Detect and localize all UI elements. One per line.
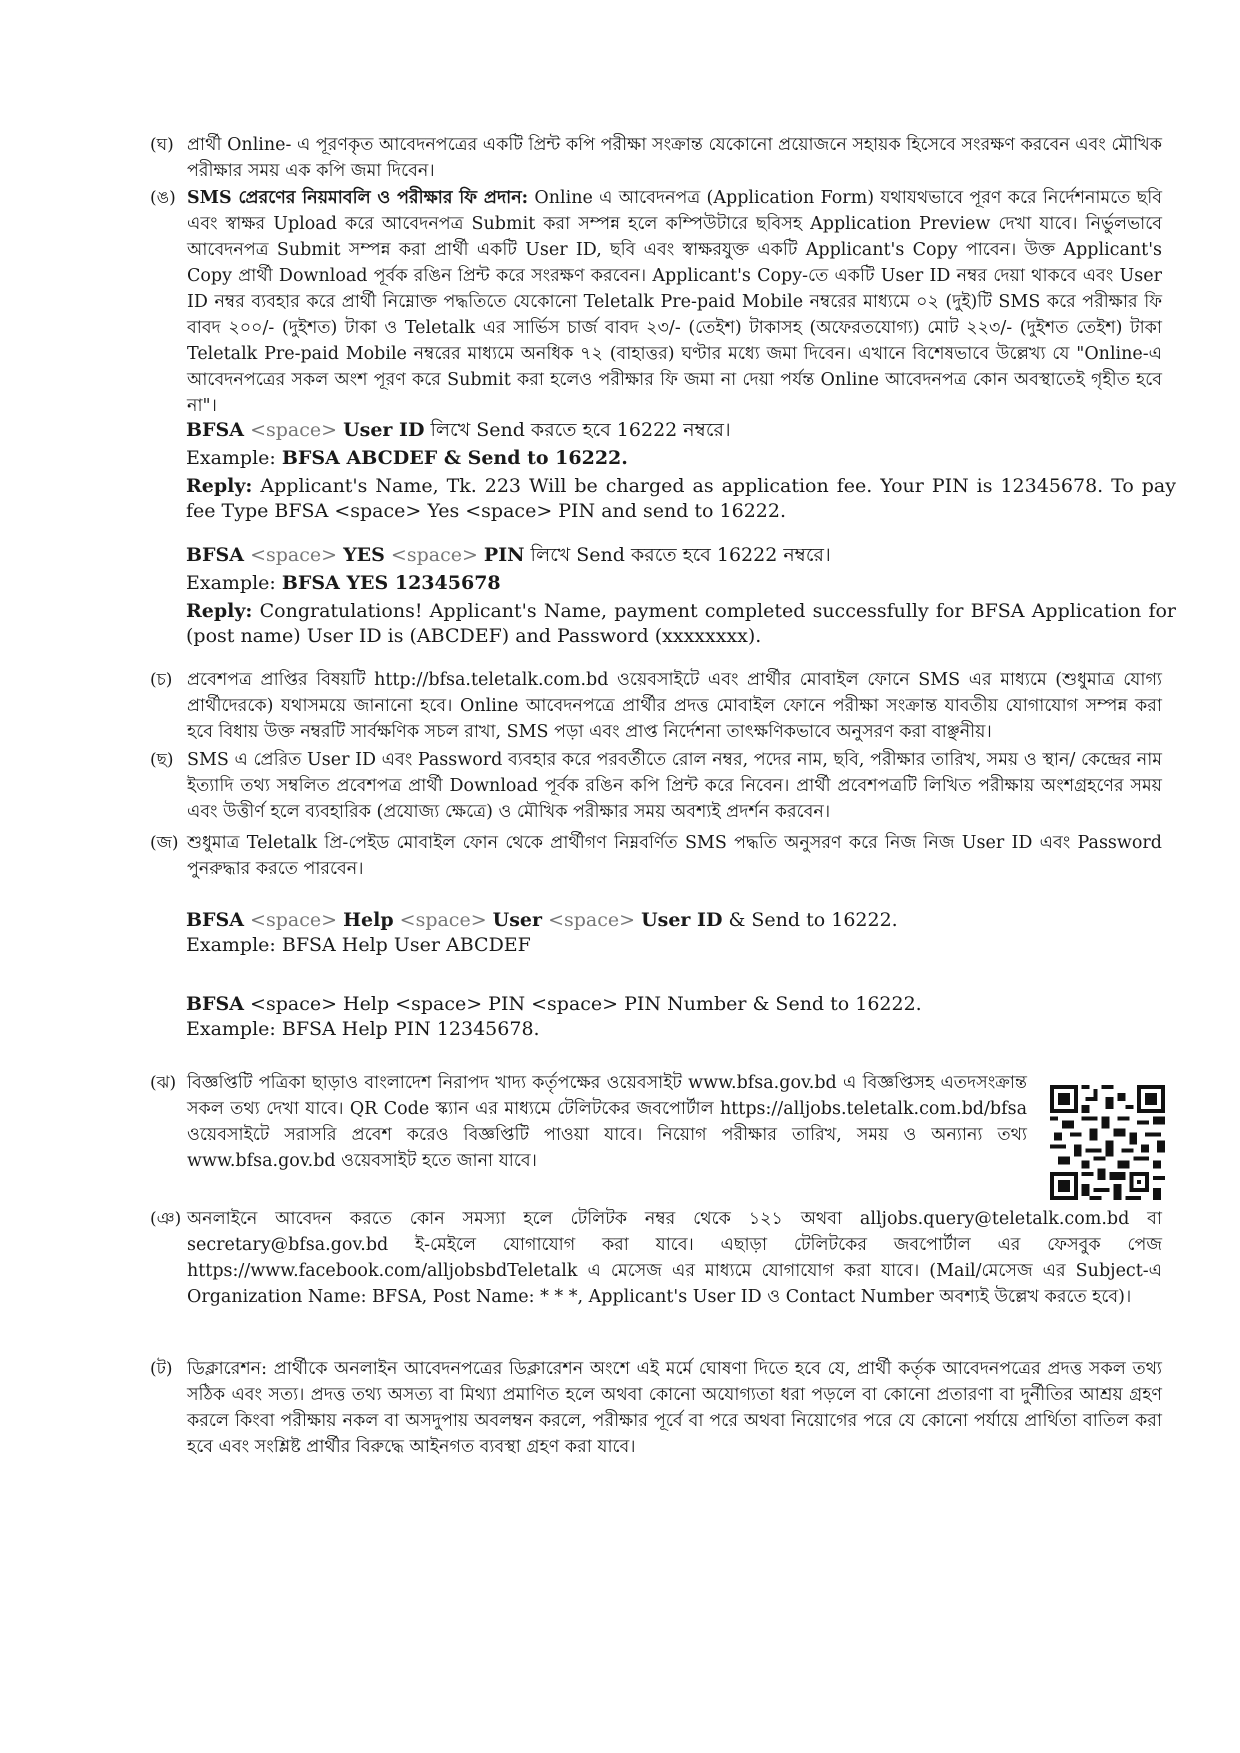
sms-step-2 xyxy=(186,543,1176,649)
cmd-space: <space> xyxy=(390,544,478,566)
section-marker: (ঞ) xyxy=(150,1209,182,1229)
section-marker: (ঝ) xyxy=(150,1073,177,1093)
reply-text: Congratulations! Applicant's Name, payment completed successfully for BFSA Application for (post name) User ID is (ABCDEF) and Password (xxxxxxxx). xyxy=(186,600,1176,647)
qr-code-icon xyxy=(1050,1085,1165,1200)
section-marker: (ছ) xyxy=(150,750,174,770)
example-value: BFSA ABCDEF & Send to 16222. xyxy=(281,447,628,469)
cmd-instruction: & Send to 16222. xyxy=(722,909,898,931)
cmd-instruction: <space> Help <space> PIN <space> PIN Number & Send to 16222. xyxy=(244,993,922,1015)
cmd-keyword: BFSA xyxy=(186,419,245,441)
section-body xyxy=(187,185,1162,419)
section-marker: (জ) xyxy=(150,833,179,853)
cmd-space: <space> xyxy=(244,909,344,931)
section-marker: (চ) xyxy=(150,670,173,690)
example-label: Example: xyxy=(186,572,282,594)
section-marker: (ট) xyxy=(150,1359,173,1379)
cmd-keyword: BFSA xyxy=(186,544,245,566)
help-user-id xyxy=(186,908,1176,958)
reply-label: Reply: xyxy=(186,475,253,497)
example-line: Example: BFSA Help PIN 12345678. xyxy=(186,1018,540,1040)
section-text: প্রার্থী Online- এ পূরণকৃত আবেদনপত্রের একটি প্রিন্ট কপি পরীক্ষা সংক্রান্ত যেকোনো প্রয়োজনে সহায়ক হিসেবে সংরক্ষণ করবেন এবং মৌখিক পরীক্ষার সময় এক কপি জমা দিবেন। xyxy=(187,135,1162,181)
cmd-space: <space> xyxy=(250,419,338,441)
cmd-space: <space> xyxy=(393,909,493,931)
cmd-space: <space> xyxy=(542,909,642,931)
cmd-space: <space> xyxy=(250,544,338,566)
reply-text: Applicant's Name, Tk. 223 Will be charged as application fee. Your PIN is 12345678. To pay fee Type BFSA <space> Yes <space> PIN and send to 16222. xyxy=(186,475,1176,522)
help-pin xyxy=(186,992,1176,1042)
section-text: অনলাইনে আবেদন করতে কোন সমস্যা হলে টেলিটক নম্বর থেকে ১২১ অথবা alljobs.query@teletalk.com.bd বা secretary@bfsa.gov.bd ই-মেইলে যোগাযোগ করা যাবে। এছাড়া টেলিটকের জবপোর্টাল এর ফেসবুক পেজ https://www.facebook.com/alljobsbdTeletalk এ মেসেজ এর মাধ্যমে যোগাযোগ করা যাবে। (Mail/মেসেজ এর Subject-এ Organization Name: BFSA, Post Name: * * *, Applicant's User ID ও Contact Number অবশ্যই উল্লেখ করতে হবে)। xyxy=(187,1209,1162,1307)
section-text: Online এ আবেদনপত্র (Application Form) যথাযথভাবে পূরণ করে নির্দেশনামতে ছবি এবং স্বাক্ষর Upload করে আবেদনপত্র Submit করা সম্পন্ন হলে কম্পিউটারে ছবিসহ Application Preview দেখা যাবে। নির্ভুলভাবে আবেদনপত্র Submit সম্পন্ন করা প্রার্থী একটি User ID, ছবি এবং স্বাক্ষরযুক্ত একটি Applicant's Copy পাবেন। উক্ত Applicant's Copy প্রার্থী Download পূর্বক রঙিন প্রিন্ট করে সংরক্ষণ করবেন। Applicant's Copy-তে একটি User ID নম্বর দেয়া থাকবে এবং User ID নম্বর ব্যবহার করে প্রার্থী নিম্নোক্ত পদ্ধতিতে যেকোনো Teletalk Pre-paid Mobile নম্বরের মাধ্যমে ০২ (দুই)টি SMS করে পরীক্ষার ফি বাবদ ২০০/- (দুইশত) টাকা ও Teletalk এর সার্ভিস চার্জ বাবদ ২৩/- (তেইশ) টাকাসহ (অফেরতযোগ্য) মোট ২২৩/- (দুইশত তেইশ) টাকা Teletalk Pre-paid Mobile নম্বরের মাধ্যমে অনধিক ৭২ (বাহাত্তর) ঘণ্টার মধ্যে জমা দিবেন। এখানে বিশেষভাবে উল্লেখ্য যে "Online-এ আবেদনপত্রের সকল অংশ পূরণ করে Submit করা হলেও পরীক্ষার ফি জমা না দেয়া পর্যন্ত Online আবেদনপত্র কোন অবস্থাতেই গৃহীত হবে না"। xyxy=(187,188,1162,416)
section-heading: SMS প্রেরণের নিয়মাবলি ও পরীক্ষার ফি প্রদান: xyxy=(187,188,529,208)
section-text: প্রবেশপত্র প্রাপ্তির বিষয়টি http://bfsa.teletalk.com.bd ওয়েবসাইটে এবং প্রার্থীর মোবাইল ফোনে SMS এর মাধ্যমে (শুধুমাত্র যোগ্য প্রার্থীদেরকে) যথাসময়ে জানানো হবে। Online আবেদনপত্রে প্রার্থীর প্রদত্ত মোবাইল ফোনে পরীক্ষা সংক্রান্ত যাবতীয় যোগাযোগ সম্পন্ন করা হবে বিধায় উক্ত নম্বরটি সার্বক্ষণিক সচল রাখা, SMS পড়া এবং প্রাপ্ত নির্দেশনা তাৎক্ষণিকভাবে অনুসরণ করা বাঞ্ছনীয়। xyxy=(187,670,1162,742)
cmd-keyword: Help xyxy=(343,909,394,931)
cmd-keyword: PIN xyxy=(483,544,525,566)
section-text: ডিক্লারেশন: প্রার্থীকে অনলাইন আবেদনপত্রের ডিক্লারেশন অংশে এই মর্মে ঘোষণা দিতে হবে যে, প্রার্থী কর্তৃক আবেদনপত্রের প্রদত্ত সকল তথ্য সঠিক এবং সত্য। প্রদত্ত তথ্য অসত্য বা মিথ্যা প্রমাণিত হলে অথবা কোনো অযোগ্যতা ধরা পড়লে বা কোনো প্রতারণা বা দুর্নীতির আশ্রয় গ্রহণ করলে কিংবা পরীক্ষায় নকল বা অসদুপায় অবলম্বন করলে, পরীক্ষার পূর্বে বা পরে অথবা নিয়োগের পরে যে কোনো পর্যায়ে প্রার্থিতা বাতিল করা হবে এবং সংশ্লিষ্ট প্রার্থীর বিরুদ্ধে আইনগত ব্যবস্থা গ্রহণ করা যাবে। xyxy=(187,1359,1162,1457)
example-label: Example: xyxy=(186,447,282,469)
cmd-keyword: User ID xyxy=(343,419,425,441)
section-text: SMS এ প্রেরিত User ID এবং Password ব্যবহার করে পরবর্তীতে রোল নম্বর, পদের নাম, ছবি, পরীক্ষার তারিখ, সময় ও স্থান/ কেন্দ্রের নাম ইত্যাদি তথ্য সম্বলিত প্রবেশপত্র প্রার্থী Download পূর্বক রঙিন কপি প্রিন্ট করে নিবেন। প্রার্থী প্রবেশপত্রটি লিখিত পরীক্ষায় অংশগ্রহণের সময় এবং উত্তীর্ণ হলে ব্যবহারিক (প্রযোজ্য ক্ষেত্রে) ও মৌখিক পরীক্ষার সময় অবশ্যই প্রদর্শন করবেন। xyxy=(187,750,1162,822)
cmd-keyword: User xyxy=(492,909,543,931)
reply-label: Reply: xyxy=(186,600,253,622)
section-text: বিজ্ঞপ্তিটি পত্রিকা ছাড়াও বাংলাদেশ নিরাপদ খাদ্য কর্তৃপক্ষের ওয়েবসাইট www.bfsa.gov.bd এ বিজ্ঞপ্তিসহ এতদসংক্রান্ত সকল তথ্য দেখা যাবে। QR Code স্ক্যান এর মাধ্যমে টেলিটকের জবপোর্টাল https://alljobs.teletalk.com.bd/bfsa ওয়েবসাইটে সরাসরি প্রবেশ করেও বিজ্ঞপ্তিটি পাওয়া যাবে। নিয়োগ পরীক্ষার তারিখ, সময় ও অন্যান্য তথ্য www.bfsa.gov.bd ওয়েবসাইট হতে জানা যাবে। xyxy=(187,1073,1027,1171)
section-marker: (ঙ) xyxy=(150,188,176,208)
sms-step-1 xyxy=(186,418,1176,524)
cmd-keyword: YES xyxy=(343,544,385,566)
cmd-keyword: BFSA xyxy=(186,993,245,1015)
section-text: শুধুমাত্র Teletalk প্রি-পেইড মোবাইল ফোন থেকে প্রার্থীগণ নিম্নবর্ণিত SMS পদ্ধতি অনুসরণ করে নিজ নিজ User ID এবং Password পুনরুদ্ধার করতে পারবেন। xyxy=(187,833,1162,879)
section-marker: (ঘ) xyxy=(150,135,174,155)
cmd-instruction: লিখে Send করতে হবে 16222 নম্বরে। xyxy=(524,544,831,566)
cmd-keyword: BFSA xyxy=(186,909,245,931)
example-value: BFSA YES 12345678 xyxy=(281,572,501,594)
cmd-keyword: User ID xyxy=(641,909,723,931)
cmd-instruction: লিখে Send করতে হবে 16222 নম্বরে। xyxy=(424,419,731,441)
example-line: Example: BFSA Help User ABCDEF xyxy=(186,934,531,956)
